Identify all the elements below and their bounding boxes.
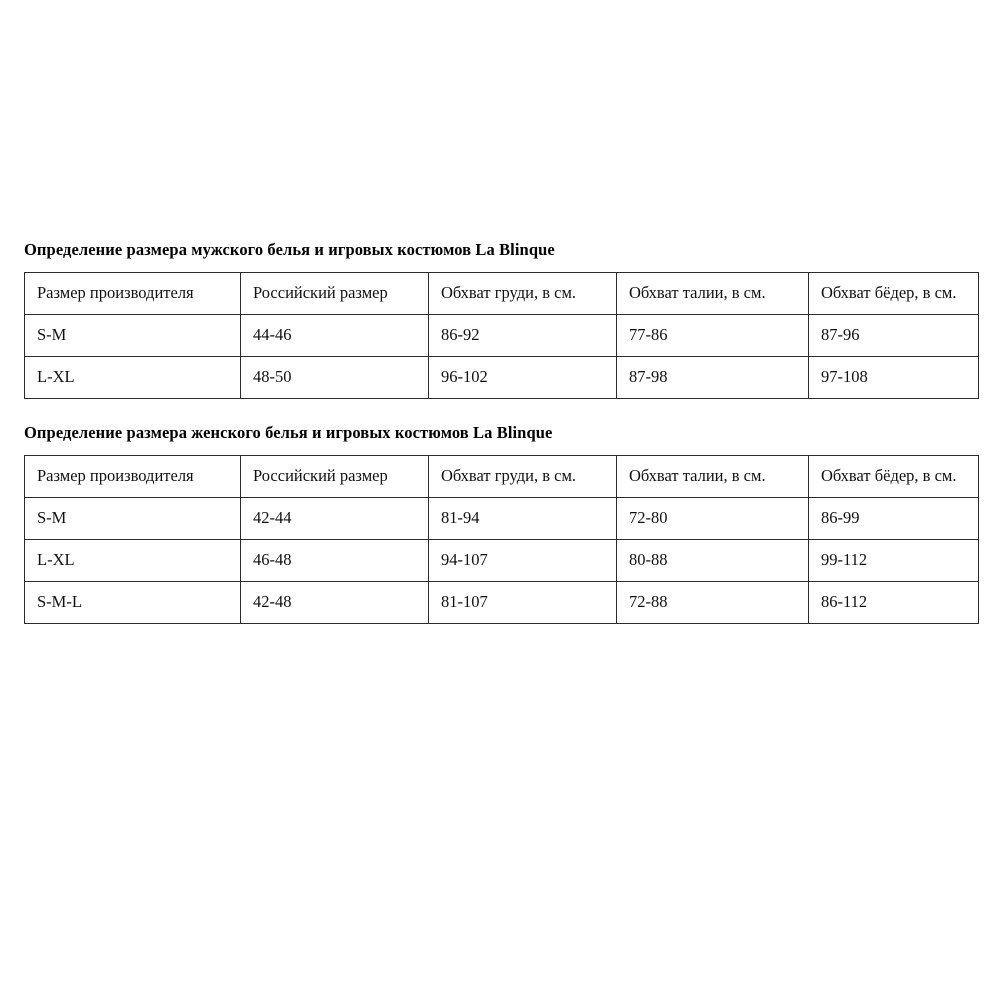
table-row (25, 582, 979, 624)
table-row (25, 540, 979, 582)
womens-size-chart-title: Определение размера женского белья и игровых костюмов La Blinque (24, 423, 553, 442)
cell-russian-size: 48-50 (241, 357, 429, 399)
column-header-waist: Обхват талии, в см. (617, 456, 809, 498)
cell-chest: 81-107 (429, 582, 617, 624)
cell-chest: 96-102 (429, 357, 617, 399)
column-header-waist: Обхват талии, в см. (617, 273, 809, 315)
womens-size-table (24, 455, 979, 624)
cell-waist: 72-80 (617, 498, 809, 540)
column-header-chest: Обхват груди, в см. (429, 456, 617, 498)
column-header-hips: Обхват бёдер, в см. (809, 456, 979, 498)
cell-hips: 87-96 (809, 315, 979, 357)
cell-waist: 72-88 (617, 582, 809, 624)
table-row (25, 498, 979, 540)
table-header-row (25, 273, 979, 315)
cell-russian-size: 44-46 (241, 315, 429, 357)
cell-waist: 77-86 (617, 315, 809, 357)
cell-chest: 81-94 (429, 498, 617, 540)
mens-size-table (24, 272, 979, 399)
mens-size-chart-title: Определение размера мужского белья и игровых костюмов La Blinque (24, 240, 555, 259)
content-area (24, 240, 978, 624)
cell-russian-size: 42-44 (241, 498, 429, 540)
table-header-row (25, 456, 979, 498)
column-header-hips: Обхват бёдер, в см. (809, 273, 979, 315)
column-header-manufacturer-size: Размер производителя (25, 273, 241, 315)
cell-chest: 86-92 (429, 315, 617, 357)
table-row (25, 315, 979, 357)
cell-waist: 80-88 (617, 540, 809, 582)
cell-russian-size: 42-48 (241, 582, 429, 624)
cell-manufacturer-size: S-M (25, 315, 241, 357)
column-header-russian-size: Российский размер (241, 456, 429, 498)
cell-manufacturer-size: L-XL (25, 540, 241, 582)
cell-manufacturer-size: S-M-L (25, 582, 241, 624)
cell-chest: 94-107 (429, 540, 617, 582)
cell-hips: 97-108 (809, 357, 979, 399)
column-header-chest: Обхват груди, в см. (429, 273, 617, 315)
cell-manufacturer-size: L-XL (25, 357, 241, 399)
cell-hips: 86-99 (809, 498, 979, 540)
cell-russian-size: 46-48 (241, 540, 429, 582)
cell-waist: 87-98 (617, 357, 809, 399)
cell-hips: 99-112 (809, 540, 979, 582)
cell-hips: 86-112 (809, 582, 979, 624)
cell-manufacturer-size: S-M (25, 498, 241, 540)
column-header-manufacturer-size: Размер производителя (25, 456, 241, 498)
table-row (25, 357, 979, 399)
column-header-russian-size: Российский размер (241, 273, 429, 315)
